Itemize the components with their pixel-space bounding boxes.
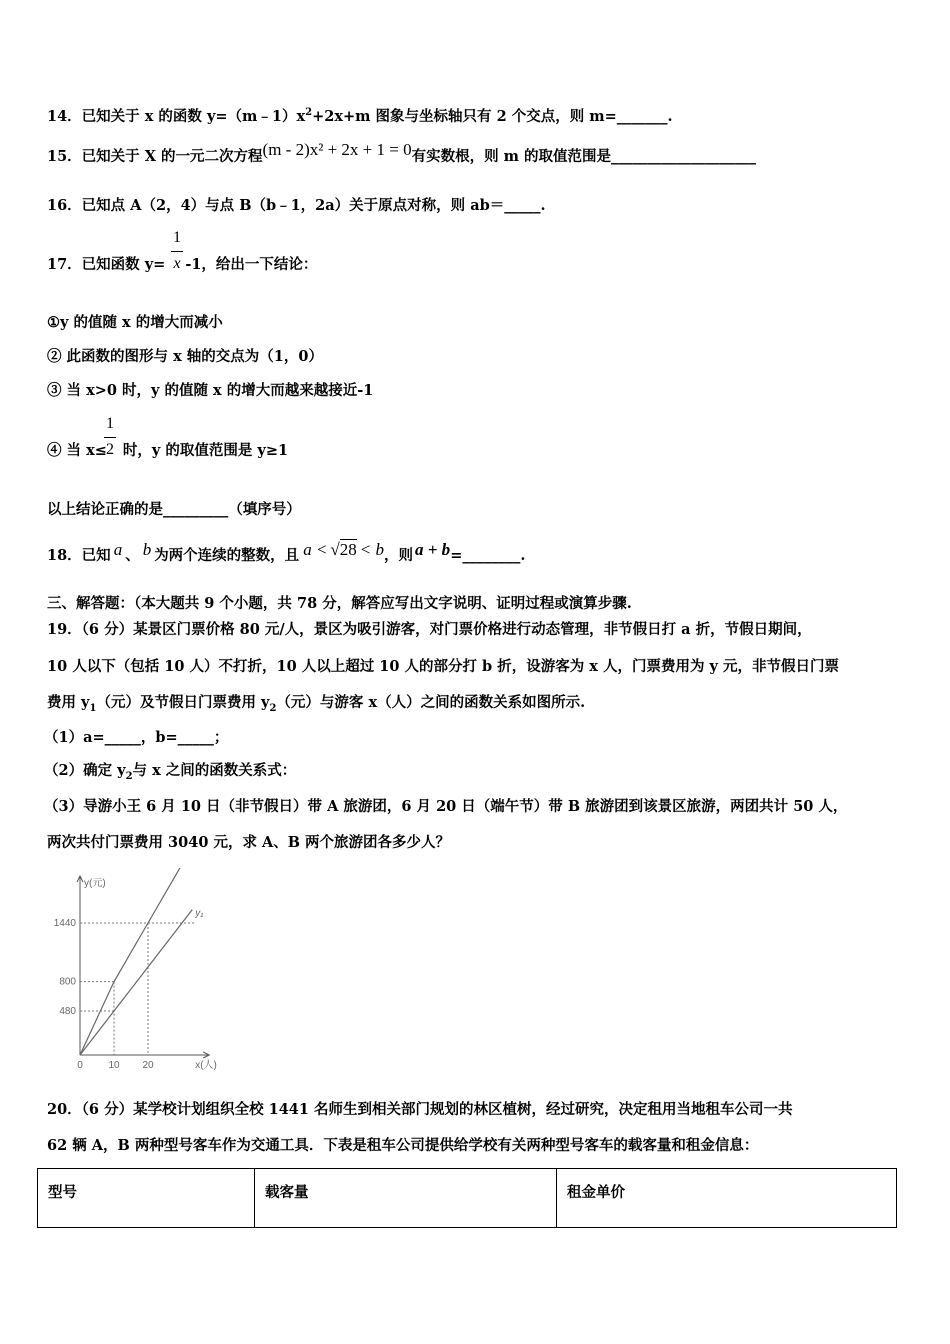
q17-c4-fraction-denominator: 2 [106,441,114,458]
q19-p2-sub: 2 [125,770,133,782]
q19-l3-part-c: （元）与游客 x（人）之间的函数关系如图所示. [276,694,586,711]
q14-text-start: 14．已知关于 x 的函数 y=（m﹣1）x [47,107,306,125]
y-tick-1440: 1440 [53,918,76,929]
q18-separator: 、 [125,547,140,564]
q17-fraction-numerator: 1 [173,229,181,246]
q18-sqrt: √28 [330,540,357,559]
q18-var-a: a [113,540,123,559]
q19-l3-part-b: （元）及节假日门票费用 y [96,694,270,711]
q14-exponent: 2 [305,107,313,118]
q18-text-start: 18．已知 [47,547,111,564]
q18-inequality-right: < b [359,540,384,559]
q17-text-start: 17．已知函数 y= [47,256,166,273]
q17-text-end: -1，给出一下结论： [185,256,318,273]
q19-line-1: 19．（6 分）某景区门票价格 80 元/人，景区为吸引游客，对门票价格进行动态管理，非节假日打 a 折，节假日期间， [47,621,812,638]
q18-inequality-left: a < [303,540,328,559]
q17-c4-fraction-bar [104,437,116,438]
y-tick-800: 800 [59,976,76,988]
q19-function-graph [40,868,240,1080]
q15-text-end: 有实数根，则 m 的取值范围是____________________ [411,148,757,165]
q17-fraction-denominator: x [173,255,181,272]
q17-conclusion-3: ③ 当 x>0 时，y 的值随 x 的增大而越来越接近-1 [47,382,374,399]
origin-label: 0 [77,1060,83,1071]
q19-p2-text-start: （2）确定 y [44,762,126,779]
table-header-rent: 租金单价 [557,1169,897,1228]
q18-var-b: b [142,540,152,559]
series-y1 [80,910,192,1055]
q17-fraction-bar [171,251,183,252]
table-header-model: 型号 [38,1169,255,1228]
question-18 [47,540,526,566]
q19-part-3-line-1: （3）导游小王 6 月 10 日（非节假日）带 A 旅游团，6 月 20 日（端午节）带 B 旅游团到该景区旅游，两团共计 50 人， [44,798,848,815]
q18-sum: a + b [415,540,451,559]
question-15 [47,140,757,167]
q15-text-start: 15．已知关于 X 的一元二次方程 [47,148,263,165]
q19-line-3 [47,693,585,719]
q19-l3-part-a: 费用 y [47,694,90,711]
q19-p2-text-end: 与 x 之间的函数关系式： [132,762,297,779]
q17-conclusion-1: ①y 的值随 x 的增大而减小 [47,314,223,331]
q19-l3-sub1: 1 [89,702,97,714]
q19-line-2: 10 人以下（包括 10 人）不打折，10 人以上超过 10 人的部分打 b 折，设游客为 x 人，门票费用为 y 元，非节假日门票 [47,658,839,675]
q14-text-end: +2x+m 图象与坐标轴只有 2 个交点，则 m=_______. [312,107,673,125]
q17-conclusion-2: ② 此函数的图形与 x 轴的交点为（1，0） [47,348,323,365]
y-tick-480: 480 [59,1006,76,1017]
x-tick-10: 10 [108,1060,120,1071]
q17-c4-text-end: 时，y 的取值范围是 y≥1 [122,442,289,459]
y-axis-label: y(元) [84,878,106,889]
q18-text-middle: 为两个连续的整数，且 [154,547,300,564]
q18-text-end: =________. [450,547,526,564]
q19-part-1: （1）a=_____，b=_____； [44,729,229,746]
x-tick-20: 20 [142,1060,154,1071]
table-header-capacity: 载客量 [255,1169,557,1228]
q17-c4-text-start: ④ 当 x≤ [47,442,107,459]
table-header-row [38,1169,897,1228]
q19-part-3-line-2: 两次共付门票费用 3040 元，求 A、B 两个旅游团各多少人？ [47,834,451,851]
q17-c4-fraction-numerator: 1 [106,415,114,432]
series-label-y1: y₁ [195,907,204,919]
question-14 [47,103,673,127]
q15-equation: (m - 2)x² + 2x + 1 = 0 [262,140,412,159]
q17-conclusion-4 [47,441,288,461]
q19-part-2 [44,761,296,787]
series-y2 [80,868,196,1055]
q18-comma: ，则 [384,547,413,564]
question-16: 16．已知点 A（2，4）与点 B（b﹣1，2a）关于原点对称，则 ab＝_____. [47,197,546,214]
bus-rental-table [37,1168,897,1228]
q19-l3-sub2: 2 [269,702,277,714]
section-3-title: 三、解答题：（本大题共 9 个小题，共 78 分，解答应写出文字说明、证明过程或演算步骤. [47,595,632,612]
q18-radicand: 28 [339,540,357,559]
q17-answer-prompt: 以上结论正确的是_________（填序号） [47,501,301,518]
q20-line-1: 20．（6 分）某学校计划组织全校 1441 名师生到相关部门规划的林区植树，经过研究，决定租用当地租车公司一共 [47,1101,793,1118]
x-axis-label: x(人) [195,1060,217,1071]
q20-line-2: 62 辆 A，B 两种型号客车作为交通工具．下表是租车公司提供给学校有关两种型号客车的载客量和租金信息： [47,1137,759,1154]
